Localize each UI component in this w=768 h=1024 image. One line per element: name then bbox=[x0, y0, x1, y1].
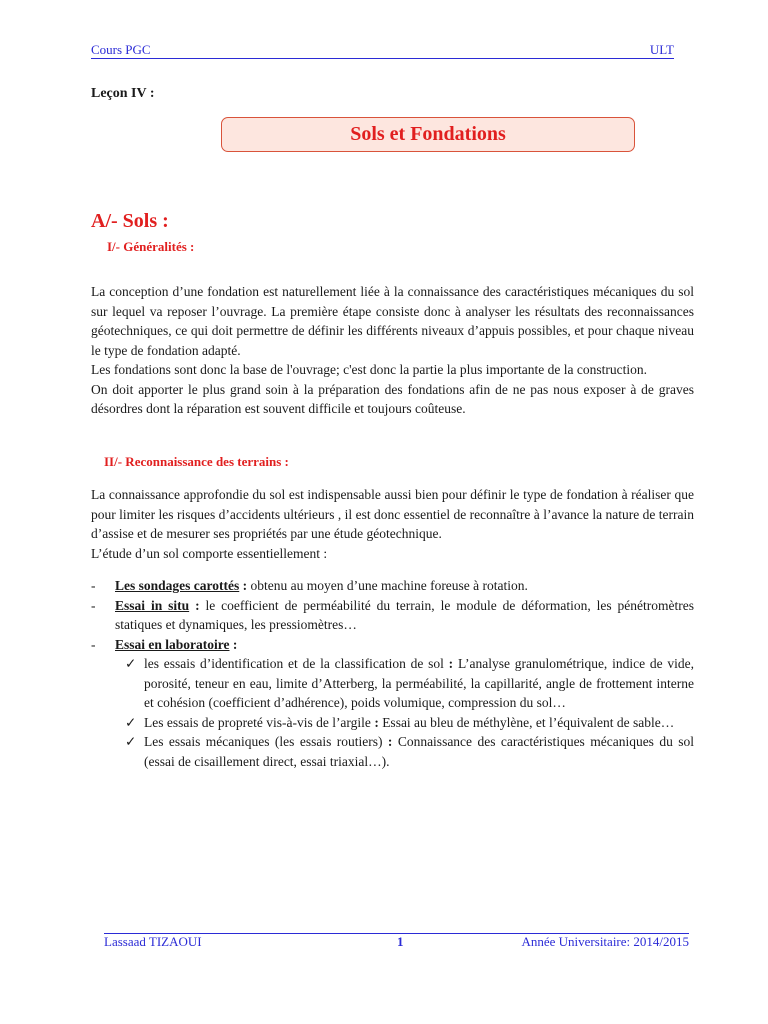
list-item: - Les sondages carottés : obtenu au moyen d’une machine foreuse à rotation. bbox=[91, 576, 694, 596]
lesson-label: Leçon IV : bbox=[91, 86, 155, 101]
checkmark-icon: ✓ bbox=[125, 656, 137, 671]
page-title: Sols et Fondations bbox=[350, 123, 506, 145]
dash-bullet: - bbox=[91, 578, 96, 593]
list-item: - Essai en laboratoire : bbox=[91, 635, 694, 655]
dash-bullet: - bbox=[91, 597, 96, 613]
sublist-item: ✓ Les essais de propreté vis-à-vis de l’argile : Essai au bleu de méthylène, et l’équivalent de sable… bbox=[119, 713, 694, 733]
paragraph: Les fondations sont donc la base de l'ouvrage; c'est donc la partie la plus importante de la construction. bbox=[91, 362, 647, 377]
header-course: Cours PGC bbox=[91, 42, 151, 57]
paragraph: L’étude d’un sol comporte essentiellement : bbox=[91, 545, 328, 561]
checkmark-icon: ✓ bbox=[125, 734, 137, 749]
list-item: - Essai in situ : le coefficient de perméabilité du terrain, le module de déformation, les pénétromètres statiques et dynamiques, les pressiomètres… bbox=[91, 597, 695, 632]
page-number: 1 bbox=[397, 934, 404, 949]
checkmark-icon: ✓ bbox=[125, 714, 137, 730]
paragraph-generalites bbox=[91, 282, 694, 419]
paragraph-reconnaissance bbox=[91, 485, 694, 563]
footer-author: Lassaad TIZAOUI bbox=[104, 934, 202, 949]
item-label: Essai in situ bbox=[115, 597, 190, 613]
title-box bbox=[221, 117, 635, 152]
dash-bullet: - bbox=[91, 636, 96, 652]
page-header bbox=[91, 42, 674, 59]
page-footer bbox=[104, 933, 689, 949]
laboratory-sublist bbox=[119, 654, 694, 771]
item-label: Essai en laboratoire bbox=[115, 636, 230, 652]
paragraph: La connaissance approfondie du sol est indispensable aussi bien pour définir le type de fondation à réaliser que pour limiter les risques d’accidents ultérieurs , il est donc essentiel de reconnaître à l’avance la nature de terrain d’assise et de mesurer ses propriétés par une étude géotechnique. bbox=[91, 487, 694, 541]
subsection-reconnaissance: II/- Reconnaissance des terrains : bbox=[104, 454, 289, 469]
subsection-generalites: I/- Généralités : bbox=[107, 239, 195, 254]
footer-academic-year: Année Universitaire: 2014/2015 bbox=[521, 934, 689, 949]
paragraph: On doit apporter le plus grand soin à la préparation des fondations afin de ne pas nous exposer à de graves désordres dont la réparation est souvent difficile et toujours coûteuse. bbox=[91, 381, 694, 416]
sublist-item: ✓ Les essais mécaniques (les essais routiers) : Connaissance des caractéristiques mécaniques du sol (essai de cisaillement direct, essai triaxial…). bbox=[125, 734, 695, 769]
header-institution: ULT bbox=[649, 42, 674, 57]
paragraph: La conception d’une fondation est naturellement liée à la connaissance des caractéristiques mécaniques du sol sur lequel va reposer l’ouvrage. La première étape consiste donc à analyser les résultats des reconnaissances géotechniques, ce qui doit permettre de définir les différents niveaux d’appuis possibles, et pour chaque niveau le type de fondation adapté. bbox=[91, 284, 694, 358]
section-a-heading: A/- Sols : bbox=[91, 210, 169, 232]
sublist-item: ✓ les essais d’identification et de la classification de sol : L’analyse granulométrique, indice de vide, porosité, teneur en eau, limite d’Atterberg, la perméabilité, la capillarité, angle de frottement interne et cohésion (coefficient d’adhérence), poids volumique, compression du sol… bbox=[125, 656, 694, 710]
essais-list bbox=[91, 576, 694, 771]
item-label: Les sondages carottés bbox=[115, 578, 240, 593]
